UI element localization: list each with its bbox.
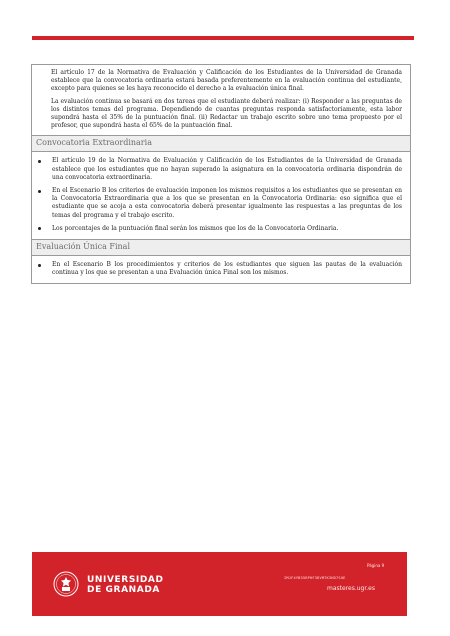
page-number: Página 9 xyxy=(367,563,385,568)
list-item: El artículo 19 de la Normativa de Evaluación y Calificación de los Estudiantes de la Universidad de Granada establece que los estudiantes que no hayan superado la asignatura en la convocatoria ordinaria dispondrán de una convocatoria extraordinaria. xyxy=(36,157,402,182)
bullet-icon xyxy=(38,190,41,193)
ordinaria-paragraph-2: La evaluación continua se basará en dos tareas que el estudiante deberá realizar: (i) Responder a las preguntas de los distintos temas del programa. Dependiendo de cuantas preguntas responda satisfactoriamente, esta labor supondrá hasta el 35% de la puntuación final. (ii) Redactar un trabajo escrito sobre uno tema propuesto por el profesor, que supondrá hasta el 65% de la puntuación final. xyxy=(51,97,402,130)
ordinaria-block xyxy=(32,65,410,135)
extraordinaria-heading: Convocatoria Extraordinaria xyxy=(32,135,410,152)
site-link[interactable]: masteres.ugr.es xyxy=(327,585,376,592)
extraordinaria-list xyxy=(32,152,410,239)
bullet-icon xyxy=(38,264,41,267)
page-footer xyxy=(32,552,407,616)
list-item: En el Escenario B los criterios de evaluación imponen los mismos requisitos a los estudiantes que se presentan en la Convocatoria Extraordinaria que a los que se presentan en la Convocatoria Ordinaria: eso significa que el estudiante que se acoja a esta convocatoria deberá presentar igualmente las respuestas a las preguntas de los temas del programa y el trabajo escrito. xyxy=(36,187,402,220)
unica-list xyxy=(32,256,410,283)
unica-heading: Evaluación Única Final xyxy=(32,239,410,256)
bullet-icon xyxy=(38,160,41,163)
list-item: Los porcentajes de la puntuación final serán los mismos que los de la Convocatoria Ordinaria. xyxy=(36,225,402,233)
list-item: En el Escenario B los procedimientos y criterios de los estudiantes que siguen las pautas de la evaluación continua y los que se presentan a una Evaluación única Final son los mismos. xyxy=(36,261,402,277)
header-rule xyxy=(32,36,414,40)
bullet-icon xyxy=(38,227,41,230)
ordinaria-paragraph-1: El artículo 17 de la Normativa de Evaluación y Calificación de los Estudiantes de la Universidad de Granada establece que la convocatoria ordinaria estará basada preferentemente en la evaluación continua del estudiante, excepto para quienes se les haya reconocido el derecho a la evaluación única final. xyxy=(51,69,402,93)
evaluation-table xyxy=(31,64,411,284)
verification-code: IMJF4YB35RPHF3DVM7K3HD7SUE xyxy=(284,576,346,580)
university-crest-icon xyxy=(53,571,79,597)
university-name: UNIVERSIDAD DE GRANADA xyxy=(87,575,164,595)
